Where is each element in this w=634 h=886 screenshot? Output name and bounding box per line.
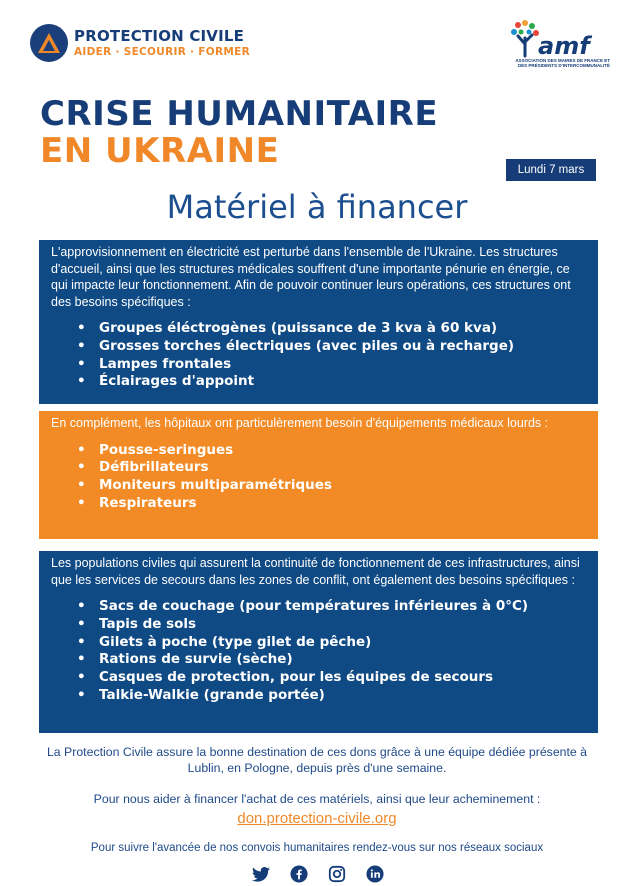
assurance-text: La Protection Civile assure la bonne destination de ces dons grâce à une équipe dédiée présente à Lublin, en Pologne, depuis près d'une semaine.	[46, 745, 588, 775]
follow-text: Pour suivre l'avancée de nos convois humanitaires rendez-vous sur nos réseaux sociaux	[90, 842, 544, 854]
title-line-2: EN UKRAINE	[40, 131, 280, 171]
list-item: • Tapis de sols	[77, 616, 588, 634]
list-item: • Respirateurs	[77, 495, 588, 513]
equipment-list	[51, 598, 588, 705]
equipment-list	[51, 320, 588, 391]
amf-subtitle: ASSOCIATION DES MAIRES DE FRANCE ET DES PRÉSIDENTS D'INTERCOMMUNALITÉ	[515, 58, 610, 68]
protection-civile-logo	[30, 24, 250, 62]
protection-civile-tagline: AIDER · SECOURIR · FORMER	[74, 45, 250, 58]
list-item: • Groupes éléctrogènes (puissance de 3 kva à 60 kva)	[77, 320, 588, 338]
header	[30, 22, 610, 82]
instagram-icon[interactable]	[326, 863, 348, 885]
amf-tree-icon	[510, 20, 540, 60]
list-item: • Talkie-Walkie (grande portée)	[77, 687, 588, 705]
box-intro: L'approvisionnement en électricité est perturbé dans l'ensemble de l'Ukraine. Les structures d'accueil, ainsi que les structures médicales souffrent d'une importante pénurie en énergie, ce qui impacte leur fonctionnement. Afin de pouvoir continuer leurs opérations, ces structures ont des besoins spécifiques :	[51, 245, 571, 309]
medical-needs-box	[39, 411, 598, 539]
facebook-icon[interactable]	[288, 863, 310, 885]
amf-logo	[510, 20, 610, 76]
list-item: • Pousse-seringues	[77, 442, 588, 460]
list-item: • Sacs de couchage (pour températures inférieures à 0°C)	[77, 598, 588, 616]
protection-civile-triangle-icon	[30, 24, 68, 62]
list-item: • Grosses torches électriques (avec piles ou à recharge)	[77, 338, 588, 356]
date-badge: Lundi 7 mars	[506, 159, 596, 181]
list-item: • Casques de protection, pour les équipes de secours	[77, 669, 588, 687]
twitter-icon[interactable]	[250, 863, 272, 885]
list-item: • Lampes frontales	[77, 356, 588, 374]
list-item: • Moniteurs multiparamétriques	[77, 477, 588, 495]
list-item: • Éclairages d'appoint	[77, 373, 588, 391]
protection-civile-name: PROTECTION CIVILE	[74, 26, 245, 45]
box-intro: En complément, les hôpitaux ont particulèrement besoin d'équipements médicaux lourds :	[51, 416, 549, 430]
amf-wordmark: amf	[538, 32, 590, 60]
list-item: • Défibrillateurs	[77, 459, 588, 477]
page-subtitle: Matériel à financer	[166, 188, 468, 226]
box-intro: Les populations civiles qui assurent la continuité de fonctionnement de ces infrastructures, ainsi que les services de secours dans les zones de conflit, ont également des besoins spécifiques :	[51, 556, 580, 587]
donation-appeal	[40, 791, 594, 828]
civilian-needs-box	[39, 551, 598, 733]
donation-link[interactable]: don.protection-civile.org	[237, 810, 397, 827]
list-item: • Rations de survie (sèche)	[77, 651, 588, 669]
linkedin-icon[interactable]	[364, 863, 386, 885]
equipment-list	[51, 442, 588, 513]
title-line-1: CRISE HUMANITAIRE	[40, 94, 439, 134]
social-links	[250, 863, 386, 885]
appeal-text: Pour nous aider à financer l'achat de ces matériels, ainsi que leur acheminement :	[93, 792, 541, 806]
electricity-needs-box	[39, 240, 598, 404]
list-item: • Gilets à poche (type gilet de pêche)	[77, 634, 588, 652]
